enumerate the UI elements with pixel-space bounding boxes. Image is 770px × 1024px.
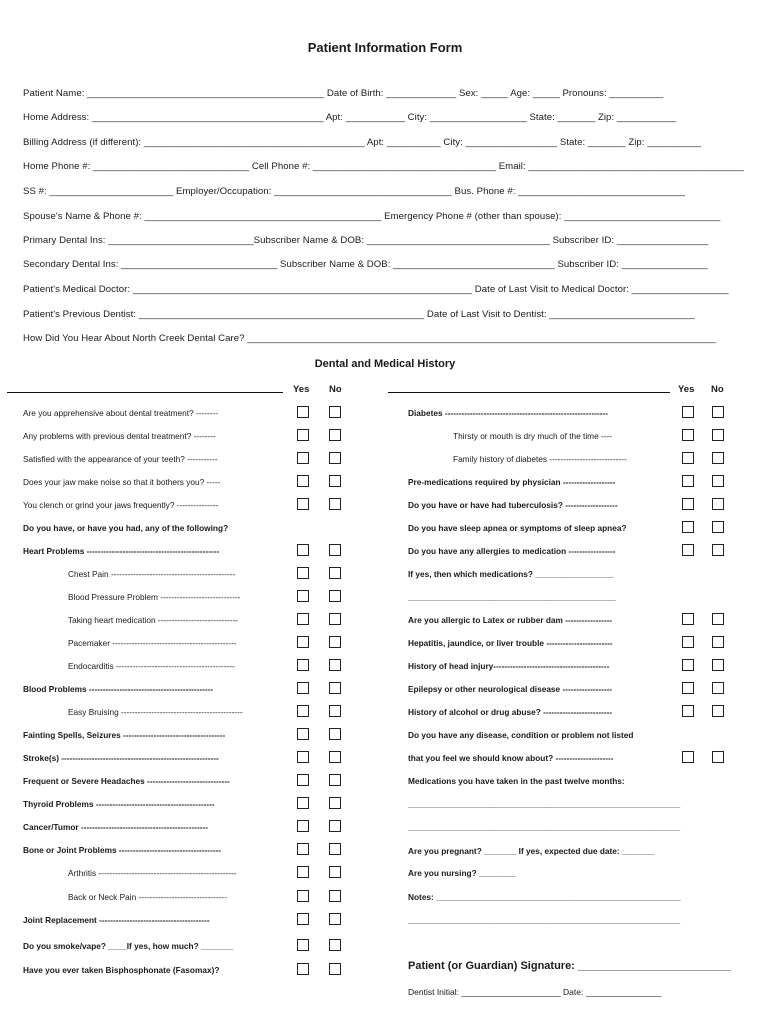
no-checkbox[interactable]	[329, 820, 341, 832]
history-question: Heart Problems ------------------------------------------------	[23, 546, 220, 556]
yes-checkbox[interactable]	[297, 843, 309, 855]
yes-checkbox[interactable]	[297, 866, 309, 878]
yes-checkbox[interactable]	[297, 682, 309, 694]
no-checkbox[interactable]	[329, 939, 341, 951]
yes-checkbox[interactable]	[682, 544, 694, 556]
history-question: Do you have, or have you had, any of the following?	[23, 523, 229, 533]
yes-checkbox[interactable]	[682, 705, 694, 717]
history-question: Cancer/Tumor ----------------------------------------------	[23, 822, 209, 832]
history-question: Do you have or have had tuberculosis? -------------------	[408, 500, 618, 510]
history-question: Frequent or Severe Headaches ------------------------------	[23, 776, 230, 786]
history-question: Pre-medications required by physician -------------------	[408, 477, 616, 487]
no-checkbox[interactable]	[712, 751, 724, 763]
patient-info-line[interactable]: Patient's Medical Doctor: _______________________________________________________________ Date of Last Visit to Medical Doctor: __________________	[23, 284, 729, 295]
no-checkbox[interactable]	[712, 705, 724, 717]
no-checkbox[interactable]	[712, 544, 724, 556]
yes-checkbox[interactable]	[297, 567, 309, 579]
history-question: Blood Problems ---------------------------------------------	[23, 684, 214, 694]
yes-checkbox[interactable]	[297, 890, 309, 902]
yes-checkbox[interactable]	[682, 636, 694, 648]
history-question: Family history of diabetes ----------------------------	[453, 454, 627, 464]
no-checkbox[interactable]	[329, 963, 341, 975]
history-question: Back or Neck Pain --------------------------------	[68, 892, 227, 902]
history-question: Notes: _____________________________________________________	[408, 892, 681, 902]
yes-checkbox[interactable]	[297, 452, 309, 464]
yes-checkbox[interactable]	[682, 452, 694, 464]
history-question: Does your jaw make noise so that it bothers you? -----	[23, 477, 221, 487]
left-yes-header: Yes	[293, 384, 310, 395]
no-checkbox[interactable]	[712, 521, 724, 533]
history-question: Endocarditis -------------------------------------------	[68, 661, 235, 671]
yes-checkbox[interactable]	[297, 913, 309, 925]
patient-info-line[interactable]: Billing Address (if different): _________________________________________ Apt: __________ City: _________________ State: _______ Zip: __________	[23, 137, 702, 148]
history-question: Any problems with previous dental treatment? --------	[23, 431, 216, 441]
history-question: Hepatitis, jaundice, or liver trouble ------------------------	[408, 638, 613, 648]
history-question: Do you have any disease, condition or problem not listed	[408, 730, 634, 740]
history-question: Chest Pain ---------------------------------------------	[68, 569, 236, 579]
no-checkbox[interactable]	[329, 544, 341, 556]
yes-checkbox[interactable]	[682, 521, 694, 533]
history-question: Pacemaker ---------------------------------------------	[68, 638, 237, 648]
yes-checkbox[interactable]	[682, 751, 694, 763]
history-question: Diabetes -----------------------------------------------------------	[408, 408, 608, 418]
yes-checkbox[interactable]	[682, 613, 694, 625]
yes-checkbox[interactable]	[297, 774, 309, 786]
no-checkbox[interactable]	[329, 843, 341, 855]
no-checkbox[interactable]	[712, 636, 724, 648]
history-question: Are you pregnant? _______ If yes, expected due date: _______	[408, 846, 655, 856]
history-question: Do you smoke/vape? ____If yes, how much? _______	[23, 941, 234, 951]
no-checkbox[interactable]	[329, 613, 341, 625]
history-question: Taking heart medication -----------------------------	[68, 615, 239, 625]
history-question: Arthritis --------------------------------------------------	[68, 868, 237, 878]
no-checkbox[interactable]	[329, 797, 341, 809]
yes-checkbox[interactable]	[297, 498, 309, 510]
history-question: _____________________________________________	[408, 592, 616, 602]
history-question: Do you have any allergies to medication -----------------	[408, 546, 616, 556]
no-checkbox[interactable]	[329, 498, 341, 510]
yes-checkbox[interactable]	[682, 682, 694, 694]
no-checkbox[interactable]	[712, 498, 724, 510]
yes-checkbox[interactable]	[297, 475, 309, 487]
history-question: History of head injury------------------------------------------	[408, 661, 610, 671]
no-checkbox[interactable]	[712, 682, 724, 694]
yes-checkbox[interactable]	[297, 705, 309, 717]
no-checkbox[interactable]	[329, 866, 341, 878]
yes-checkbox[interactable]	[297, 963, 309, 975]
history-question: Bone or Joint Problems -------------------------------------	[23, 845, 222, 855]
history-question: Have you ever taken Bisphosphonate (Fasomax)?	[23, 965, 220, 975]
yes-checkbox[interactable]	[297, 659, 309, 671]
form-title: Patient Information Form	[307, 40, 463, 55]
no-checkbox[interactable]	[712, 452, 724, 464]
yes-checkbox[interactable]	[682, 659, 694, 671]
yes-checkbox[interactable]	[297, 613, 309, 625]
yes-checkbox[interactable]	[297, 751, 309, 763]
no-checkbox[interactable]	[329, 452, 341, 464]
right-yes-header: Yes	[678, 384, 695, 395]
no-checkbox[interactable]	[329, 406, 341, 418]
no-checkbox[interactable]	[329, 682, 341, 694]
yes-checkbox[interactable]	[297, 544, 309, 556]
history-question: Are you nursing? ________	[408, 868, 516, 878]
patient-info-line[interactable]: Spouse's Name & Phone #: ____________________________________________ Emergency Phone # (other than spouse): _____________________________	[23, 211, 721, 222]
yes-checkbox[interactable]	[682, 475, 694, 487]
no-checkbox[interactable]	[329, 705, 341, 717]
history-question: ___________________________________________________________	[408, 822, 681, 832]
yes-checkbox[interactable]	[297, 406, 309, 418]
no-checkbox[interactable]	[712, 659, 724, 671]
patient-info-line[interactable]: Primary Dental Ins: ___________________________Subscriber Name & DOB: __________________________________ Subscriber ID: _________________	[23, 235, 709, 246]
patient-info-line[interactable]: Secondary Dental Ins: _____________________________ Subscriber Name & DOB: ______________________________ Subscriber ID: ________________	[23, 259, 708, 270]
history-question: If yes, then which medications? _________________	[408, 569, 614, 579]
history-question: Medications you have taken in the past twelve months:	[408, 776, 625, 786]
no-checkbox[interactable]	[329, 913, 341, 925]
patient-info-line[interactable]: SS #: _______________________ Employer/Occupation: _________________________________ Bus. Phone #: _______________________________	[23, 186, 686, 197]
right-header-rule	[388, 392, 670, 393]
dentist-initial-line[interactable]: Dentist Initial: _____________________ Date: ________________	[408, 987, 662, 997]
history-question: Joint Replacement ----------------------------------------	[23, 915, 210, 925]
history-question: Stroke(s) ---------------------------------------------------------	[23, 753, 219, 763]
patient-info-line[interactable]: Patient Name: ____________________________________________ Date of Birth: _____________ Sex: _____ Age: _____ Pronouns: __________	[23, 88, 664, 99]
history-question: Thyroid Problems -------------------------------------------	[23, 799, 215, 809]
history-question: Satisfied with the appearance of your teeth? -----------	[23, 454, 218, 464]
no-checkbox[interactable]	[329, 475, 341, 487]
no-checkbox[interactable]	[712, 406, 724, 418]
yes-checkbox[interactable]	[297, 939, 309, 951]
history-question: Do you have sleep apnea or symptoms of sleep apnea?	[408, 523, 627, 533]
no-checkbox[interactable]	[329, 751, 341, 763]
no-checkbox[interactable]	[329, 774, 341, 786]
history-question: ___________________________________________________________	[408, 799, 681, 809]
history-question: that you feel we should know about? ---------------------	[408, 753, 614, 763]
no-checkbox[interactable]	[329, 429, 341, 441]
no-checkbox[interactable]	[329, 636, 341, 648]
left-no-header: No	[329, 384, 342, 395]
history-question: Blood Pressure Problem -----------------------------	[68, 592, 241, 602]
left-header-rule	[7, 392, 283, 393]
no-checkbox[interactable]	[329, 890, 341, 902]
history-question: Fainting Spells, Seizures -------------------------------------	[23, 730, 226, 740]
right-no-header: No	[711, 384, 724, 395]
yes-checkbox[interactable]	[297, 728, 309, 740]
patient-info-line[interactable]: Patient's Previous Dentist: _____________________________________________________ Date of Last Visit to Dentist: ___________________________	[23, 309, 695, 320]
history-question: History of alcohol or drug abuse? -------------------------	[408, 707, 613, 717]
no-checkbox[interactable]	[712, 475, 724, 487]
patient-info-line[interactable]: Home Phone #: _____________________________ Cell Phone #: __________________________________ Email: ________________________________________	[23, 161, 744, 172]
history-section-title: Dental and Medical History	[314, 358, 456, 370]
yes-checkbox[interactable]	[297, 590, 309, 602]
history-question: Are you allergic to Latex or rubber dam -----------------	[408, 615, 613, 625]
no-checkbox[interactable]	[329, 728, 341, 740]
history-question: ___________________________________________________________	[408, 915, 681, 925]
history-question: Epilepsy or other neurological disease ------------------	[408, 684, 613, 694]
history-question: Thirsty or mouth is dry much of the time ----	[453, 431, 613, 441]
patient-info-line[interactable]: Home Address: ___________________________________________ Apt: ___________ City: __________________ State: _______ Zip: ___________	[23, 112, 677, 123]
yes-checkbox[interactable]	[682, 429, 694, 441]
no-checkbox[interactable]	[329, 590, 341, 602]
yes-checkbox[interactable]	[297, 820, 309, 832]
no-checkbox[interactable]	[712, 613, 724, 625]
history-question: Easy Bruising --------------------------------------------	[68, 707, 243, 717]
yes-checkbox[interactable]	[297, 636, 309, 648]
no-checkbox[interactable]	[712, 429, 724, 441]
yes-checkbox[interactable]	[297, 797, 309, 809]
signature-line[interactable]: Patient (or Guardian) Signature: _________________________	[408, 960, 731, 972]
no-checkbox[interactable]	[329, 659, 341, 671]
no-checkbox[interactable]	[329, 567, 341, 579]
yes-checkbox[interactable]	[682, 498, 694, 510]
yes-checkbox[interactable]	[682, 406, 694, 418]
history-question: You clench or grind your jaws frequently? ---------------	[23, 500, 219, 510]
history-question: Are you apprehensive about dental treatment? --------	[23, 408, 219, 418]
yes-checkbox[interactable]	[297, 429, 309, 441]
patient-info-line[interactable]: How Did You Hear About North Creek Dental Care? _______________________________________________________________________________________	[23, 333, 716, 344]
